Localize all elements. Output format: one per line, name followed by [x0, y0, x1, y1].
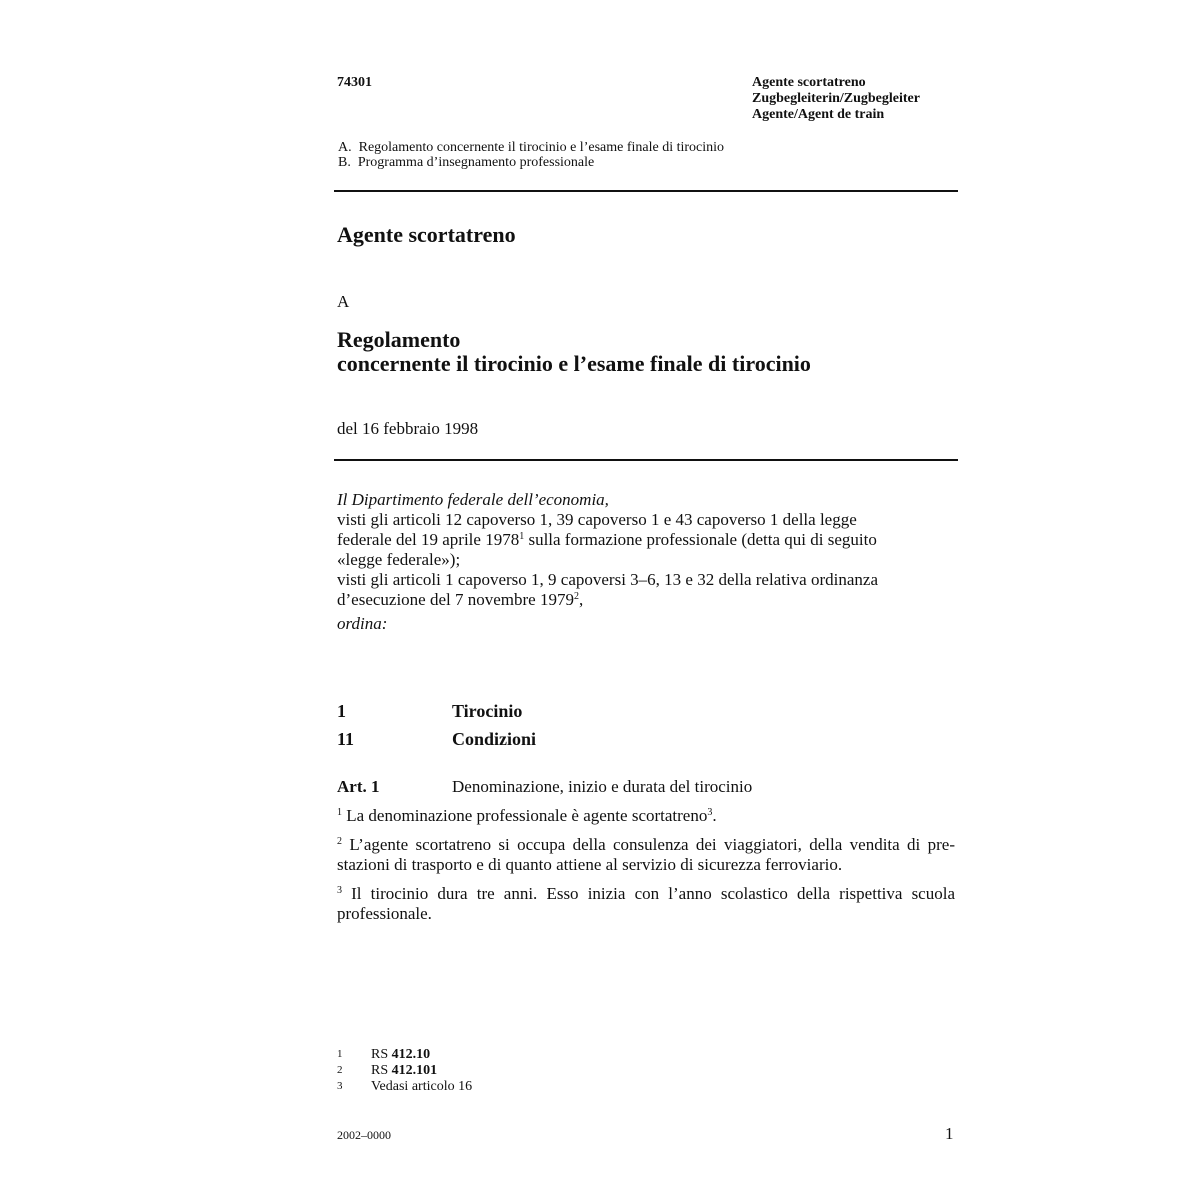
contents-list: [338, 140, 724, 170]
regulation-date: del 16 febbraio 1998: [337, 419, 479, 438]
preamble-para2-end: ,: [578, 590, 584, 609]
section-1-title: Tirocinio: [452, 701, 523, 721]
preamble-authority: Il Dipartimento federale dell’economia,: [337, 490, 609, 509]
footnote-2-number: 2: [337, 1064, 343, 1076]
divider-middle: [334, 459, 958, 461]
document-number: 74301: [337, 75, 372, 90]
preamble-para1-text-cont: sulla formazione professionale (detta qui di seguito: [524, 530, 877, 549]
footer-code: 2002–0000: [337, 1128, 391, 1142]
section-11-title: Condizioni: [452, 729, 537, 749]
paragraph-number-3: 3: [337, 885, 342, 896]
regulation-title-line1: Regolamento: [337, 327, 461, 352]
part-letter: A: [337, 292, 350, 311]
preamble-para2-text: d’esecuzione del 7 novembre 1979: [337, 590, 574, 609]
footnote-3: [337, 1079, 472, 1095]
paragraph-2-text: L’agente scortatreno si occupa della consulenza dei viaggiatori, della vendita di pre-stazioni di trasporto e di quanto attiene al servizio di sicurezza ferroviario.: [337, 835, 955, 874]
paragraph-1-text: La denominazione professionale è agente scortatreno: [346, 806, 708, 825]
preamble-para1-text: federale del 19 aprile 1978: [337, 530, 520, 549]
section-11-number: 11: [337, 729, 355, 749]
document-title: Agente scortatreno: [337, 222, 516, 247]
header-titles: [752, 75, 920, 123]
page-number: 1: [945, 1124, 954, 1143]
paragraph-number-2: 2: [337, 836, 342, 847]
preamble-para2-line1: visti gli articoli 1 capoverso 1, 9 capoversi 3–6, 13 e 32 della relativa ordinanza: [337, 570, 878, 589]
footnote-1-prefix: RS: [371, 1047, 392, 1062]
paragraph-1-end: .: [712, 806, 717, 825]
footnote-2: [337, 1063, 472, 1079]
header-title-de: Zugbegleiterin/Zugbegleiter: [752, 91, 920, 106]
preamble-para1-line3: «legge federale»);: [337, 550, 461, 569]
preamble: [337, 490, 957, 634]
article-paragraph-3: [337, 884, 955, 924]
section-1-number: 1: [337, 701, 346, 721]
footnote-1-number: 1: [337, 1048, 343, 1060]
contents-item-a: A. Regolamento concernente il tirocinio e l’esame finale di tirocinio: [338, 140, 725, 155]
footnote-ref-2[interactable]: 2: [573, 591, 579, 602]
preamble-para1-line1: visti gli articoli 12 capoverso 1, 39 capoverso 1 e 43 capoverso 1 della legge: [337, 510, 857, 529]
footnote-1: [337, 1047, 472, 1063]
article-title: Denominazione, inizio e durata del tirocinio: [452, 777, 753, 796]
header-title-fr: Agente/Agent de train: [752, 107, 885, 122]
footnote-1-ref: 412.10: [391, 1047, 431, 1062]
preamble-ordina: ordina:: [337, 614, 388, 633]
article-paragraph-2: [337, 835, 955, 875]
article-paragraph-1: [337, 806, 957, 826]
divider-top: [334, 190, 958, 192]
footnote-3-text: Vedasi articolo 16: [371, 1079, 473, 1094]
paragraph-number-1: 1: [337, 807, 342, 818]
regulation-title: [337, 328, 811, 376]
contents-item-b: B. Programma d’insegnamento professionale: [338, 155, 595, 170]
footnote-2-ref: 412.101: [391, 1063, 438, 1078]
regulation-title-line2: concernente il tirocinio e l’esame finale di tirocinio: [337, 351, 811, 376]
preamble-para2-line2: [337, 590, 957, 610]
preamble-para1-line2: [337, 530, 957, 550]
footnote-2-prefix: RS: [371, 1063, 392, 1078]
footnote-ref-3[interactable]: 3: [707, 807, 713, 818]
footnote-3-number: 3: [337, 1080, 343, 1092]
article-label: Art. 1: [337, 777, 380, 796]
footnotes: [337, 1047, 472, 1095]
footnote-ref-1[interactable]: 1: [519, 531, 525, 542]
header-title-it: Agente scortatreno: [752, 75, 866, 90]
paragraph-3-text: Il tirocinio dura tre anni. Esso inizia con l’anno scolastico della rispettiva scuola professionale.: [337, 884, 955, 923]
